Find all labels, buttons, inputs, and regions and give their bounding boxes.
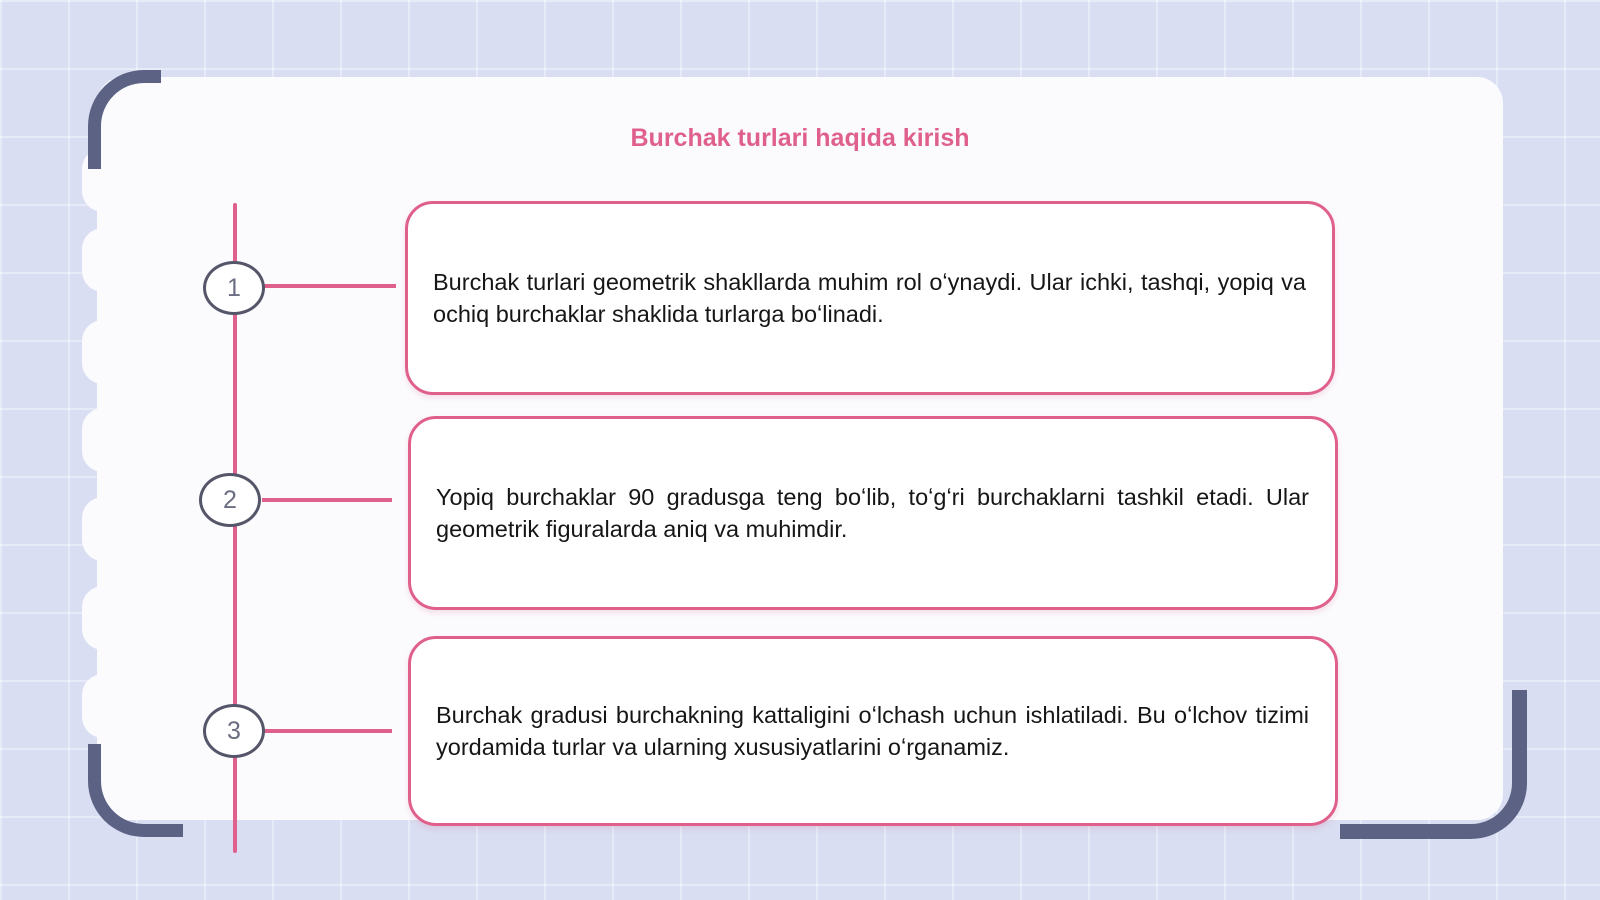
step-3-text: Burchak gradusi burchakning kattaligini oʻlchash uchun ishlatiladi. Bu oʻlchov tizimi yordamida turlar va ularning xususiyatlarini oʻrganamiz. <box>436 702 1309 760</box>
step-2-number: 2 <box>223 485 237 514</box>
paper-tab <box>82 408 124 472</box>
paper-tab <box>82 674 124 738</box>
step-3-card <box>408 636 1338 826</box>
step-1-card <box>405 201 1335 395</box>
slide-title-text: Burchak turlari haqida kirish <box>630 124 970 152</box>
paper-tab <box>82 497 124 561</box>
paper-tab <box>82 586 124 650</box>
step-3-number: 3 <box>227 716 241 745</box>
step-1-text: Burchak turlari geometrik shakllarda muhim rol oʻynaydi. Ular ichki, tashqi, yopiq va ochiq burchaklar shaklida turlarga boʻlinadi. <box>433 269 1306 327</box>
step-1-number: 1 <box>227 273 241 302</box>
step-3-connector <box>262 729 392 733</box>
step-1-connector <box>262 284 396 288</box>
step-3-number-circle <box>203 704 265 758</box>
frame-corner-top-left <box>88 70 161 169</box>
paper-tab <box>82 228 124 292</box>
frame-corner-bottom-left <box>88 744 183 837</box>
step-2-connector <box>262 498 392 502</box>
step-2-text: Yopiq burchaklar 90 gradusga teng boʻlib, toʻgʻri burchaklarni tashkil etadi. Ular geometrik figuralarda aniq va muhimdir. <box>436 484 1309 542</box>
step-1-number-circle <box>203 261 265 315</box>
frame-corner-bottom-right <box>1340 690 1527 839</box>
step-2-number-circle <box>199 473 261 527</box>
paper-tab <box>82 320 124 384</box>
step-2-card <box>408 416 1338 610</box>
slide-title <box>0 124 1600 153</box>
